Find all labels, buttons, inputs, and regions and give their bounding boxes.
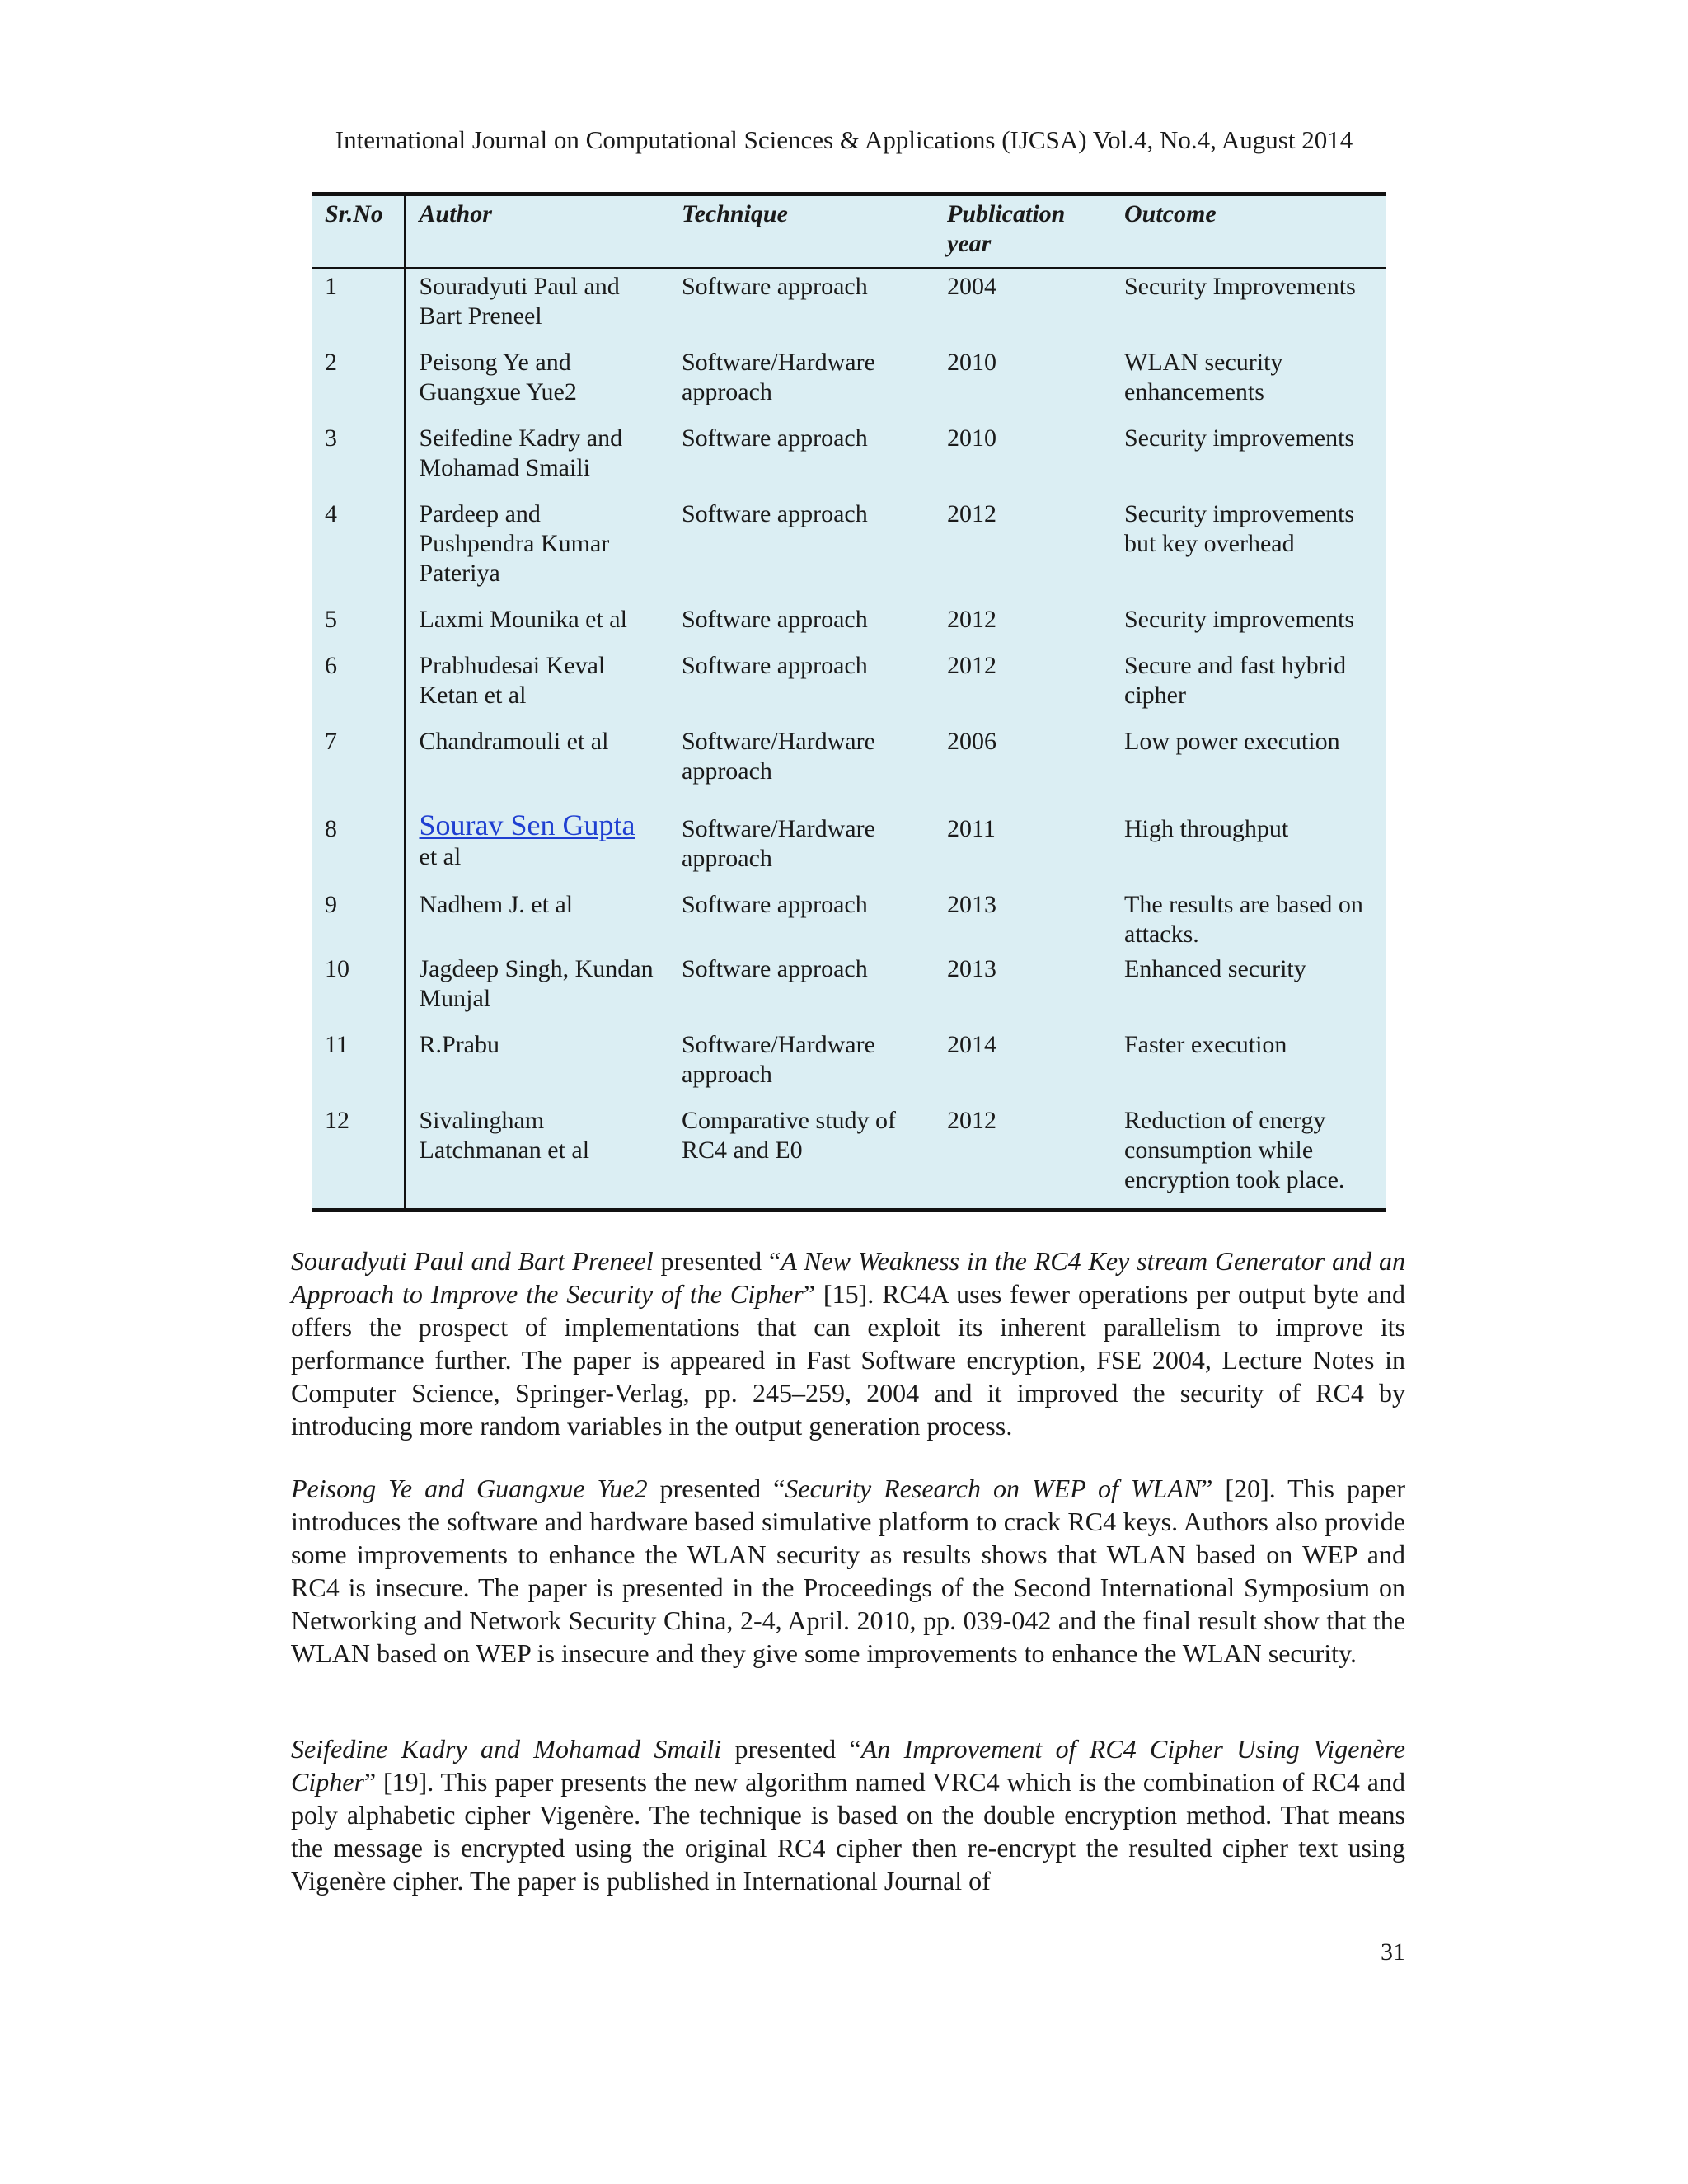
- paragraph-authors: Peisong Ye and Guangxue Yue2: [291, 1474, 648, 1503]
- paragraph-kadry-smaili: [291, 1732, 1405, 1897]
- cell-author: [405, 799, 668, 887]
- cell-srno: 8: [312, 799, 405, 887]
- page-number: 31: [1381, 1938, 1405, 1966]
- cell-author: Souradyuti Paul and Bart Preneel: [419, 273, 620, 330]
- table-row: [312, 344, 1386, 420]
- cell-technique: Software approach: [682, 500, 868, 527]
- cell-year: 2012: [947, 606, 996, 633]
- cell-outcome: WLAN security enhancements: [1124, 349, 1283, 405]
- cell-technique: Software approach: [682, 955, 868, 982]
- cell-technique: Software approach: [682, 891, 868, 918]
- cell-year: 2013: [947, 955, 996, 982]
- cell-srno: 2: [312, 344, 405, 420]
- cell-srno: 7: [312, 724, 405, 799]
- cell-year: 2010: [947, 349, 996, 376]
- column-header-publication-year: Publication year: [947, 200, 1066, 257]
- paragraph-body: ” [15]. RC4A uses fewer operations per output byte and offers the prospect of implementations that can exploit its inherent parallelism to improve its performance further. The paper is appeared in Fast Software encryption, FSE 2004, Lecture Notes in Computer Science, Springer-Verlag, pp. 245–259, 2004 and it improved the security of RC4 by introducing more random variables in the output generation process.: [291, 1279, 1406, 1441]
- cell-author: Jagdeep Singh, Kundan Munjal: [419, 955, 654, 1012]
- cell-outcome: High throughput: [1124, 815, 1289, 842]
- paragraph-verb: presented “: [721, 1734, 861, 1764]
- cell-srno: 6: [312, 648, 405, 724]
- cell-year: 2010: [947, 424, 996, 452]
- paragraph-paul-preneel: [291, 1244, 1405, 1442]
- cell-outcome: Secure and fast hybrid cipher: [1124, 652, 1347, 709]
- cell-outcome: Security improvements: [1124, 606, 1355, 633]
- cell-year: 2014: [947, 1031, 996, 1058]
- cell-srno: 5: [312, 602, 405, 648]
- cell-author: Nadhem J. et al: [419, 891, 574, 918]
- cell-year: 2006: [947, 728, 996, 755]
- paragraph-paper-title: A New Weakness in the RC4 Key stream Generator and an Approach to Improve the Security of the Cipher: [291, 1246, 1406, 1309]
- comparison-table: [312, 192, 1386, 1212]
- paragraph-authors: Seifedine Kadry and Mohamad Smaili: [291, 1734, 722, 1764]
- table-row: [312, 724, 1386, 799]
- cell-author: Prabhudesai Keval Ketan et al: [419, 652, 606, 709]
- table-row: [312, 268, 1386, 344]
- author-link-sourav-sen-gupta[interactable]: Sourav Sen Gupta: [419, 808, 635, 841]
- author-suffix: et al: [419, 843, 462, 870]
- column-header-technique: Technique: [682, 200, 788, 227]
- table-header-row: [312, 196, 1386, 268]
- cell-outcome: Low power execution: [1124, 728, 1340, 755]
- comparison-table-grid: [312, 196, 1386, 1208]
- cell-outcome: Security improvements: [1124, 424, 1355, 452]
- cell-technique: Software/Hardware approach: [682, 1031, 875, 1088]
- table-row: [312, 1027, 1386, 1103]
- cell-technique: Software/Hardware approach: [682, 349, 875, 405]
- cell-year: 2004: [947, 273, 996, 300]
- table-row: [312, 420, 1386, 496]
- column-header-outcome: Outcome: [1124, 200, 1217, 227]
- cell-srno: 12: [312, 1103, 405, 1208]
- paragraph-body: ” [20]. This paper introduces the software and hardware based simulative platform to crack RC4 keys. Authors also provide some improvements to enhance the WLAN security as results shows that WLAN based on WEP and RC4 is insecure. The paper is presented in the Proceedings of the Second International Symposium on Networking and Network Security China, 2-4, April. 2010, pp. 039-042 and the final result show that the WLAN based on WEP is insecure and they give some improvements to enhance the WLAN security.: [291, 1474, 1406, 1668]
- cell-author: Laxmi Mounika et al: [419, 606, 627, 633]
- cell-author: Peisong Ye and Guangxue Yue2: [419, 349, 577, 405]
- cell-year: 2012: [947, 652, 996, 679]
- cell-srno: 4: [312, 496, 405, 602]
- table-row: [312, 1103, 1386, 1208]
- table-row: [312, 951, 1386, 1027]
- cell-srno: 9: [312, 887, 405, 951]
- cell-technique: Software approach: [682, 424, 868, 452]
- paragraph-ye-yue: [291, 1472, 1405, 1670]
- cell-srno: 10: [312, 951, 405, 1027]
- cell-technique: Software/Hardware approach: [682, 728, 875, 785]
- cell-srno: 3: [312, 420, 405, 496]
- cell-outcome: Faster execution: [1124, 1031, 1287, 1058]
- cell-technique: Software approach: [682, 273, 868, 300]
- cell-technique: Software approach: [682, 606, 868, 633]
- paragraph-paper-title: An Improvement of RC4 Cipher Using Vigenère Cipher: [291, 1734, 1406, 1797]
- paragraph-verb: presented “: [653, 1246, 781, 1276]
- cell-technique: Comparative study of RC4 and E0: [682, 1107, 896, 1164]
- cell-author: Chandramouli et al: [419, 728, 609, 755]
- cell-technique: Software/Hardware approach: [682, 815, 875, 872]
- cell-srno: 1: [312, 268, 405, 344]
- cell-technique: Software approach: [682, 652, 868, 679]
- table-row: [312, 648, 1386, 724]
- paragraph-verb: presented “: [647, 1474, 785, 1503]
- table-row: [312, 602, 1386, 648]
- cell-outcome: Reduction of energy consumption while encryption took place.: [1124, 1107, 1345, 1193]
- column-header-srno: Sr.No: [312, 196, 405, 268]
- cell-outcome: Security improvements but key overhead: [1124, 500, 1355, 557]
- cell-author: Sivalingham Latchmanan et al: [419, 1107, 590, 1164]
- cell-author: R.Prabu: [419, 1031, 499, 1058]
- cell-author: Seifedine Kadry and Mohamad Smaili: [419, 424, 623, 481]
- cell-outcome: The results are based on attacks.: [1124, 891, 1363, 948]
- cell-year: 2011: [947, 815, 996, 842]
- table-row: [312, 799, 1386, 887]
- cell-year: 2012: [947, 500, 996, 527]
- table-row: [312, 887, 1386, 951]
- cell-year: 2013: [947, 891, 996, 918]
- column-header-author: Author: [419, 200, 492, 227]
- cell-author: Pardeep and Pushpendra Kumar Pateriya: [419, 500, 610, 587]
- cell-outcome: Security Improvements: [1124, 273, 1356, 300]
- cell-year: 2012: [947, 1107, 996, 1134]
- table-row: [312, 496, 1386, 602]
- paragraph-paper-title: Security Research on WEP of WLAN: [785, 1474, 1202, 1503]
- paragraph-body: ” [19]. This paper presents the new algorithm named VRC4 which is the combination of RC4 and poly alphabetic cipher Vigenère. The technique is based on the double encryption method. That means the message is encrypted using the original RC4 cipher then re-encrypt the resulted cipher text using Vigenère cipher. The paper is published in International Journal of: [291, 1767, 1405, 1896]
- paragraph-authors: Souradyuti Paul and Bart Preneel: [291, 1246, 654, 1276]
- cell-outcome: Enhanced security: [1124, 955, 1306, 982]
- cell-srno: 11: [312, 1027, 405, 1103]
- journal-header: International Journal on Computational Sciences & Applications (IJCSA) Vol.4, No.4, August 2014: [335, 125, 1353, 154]
